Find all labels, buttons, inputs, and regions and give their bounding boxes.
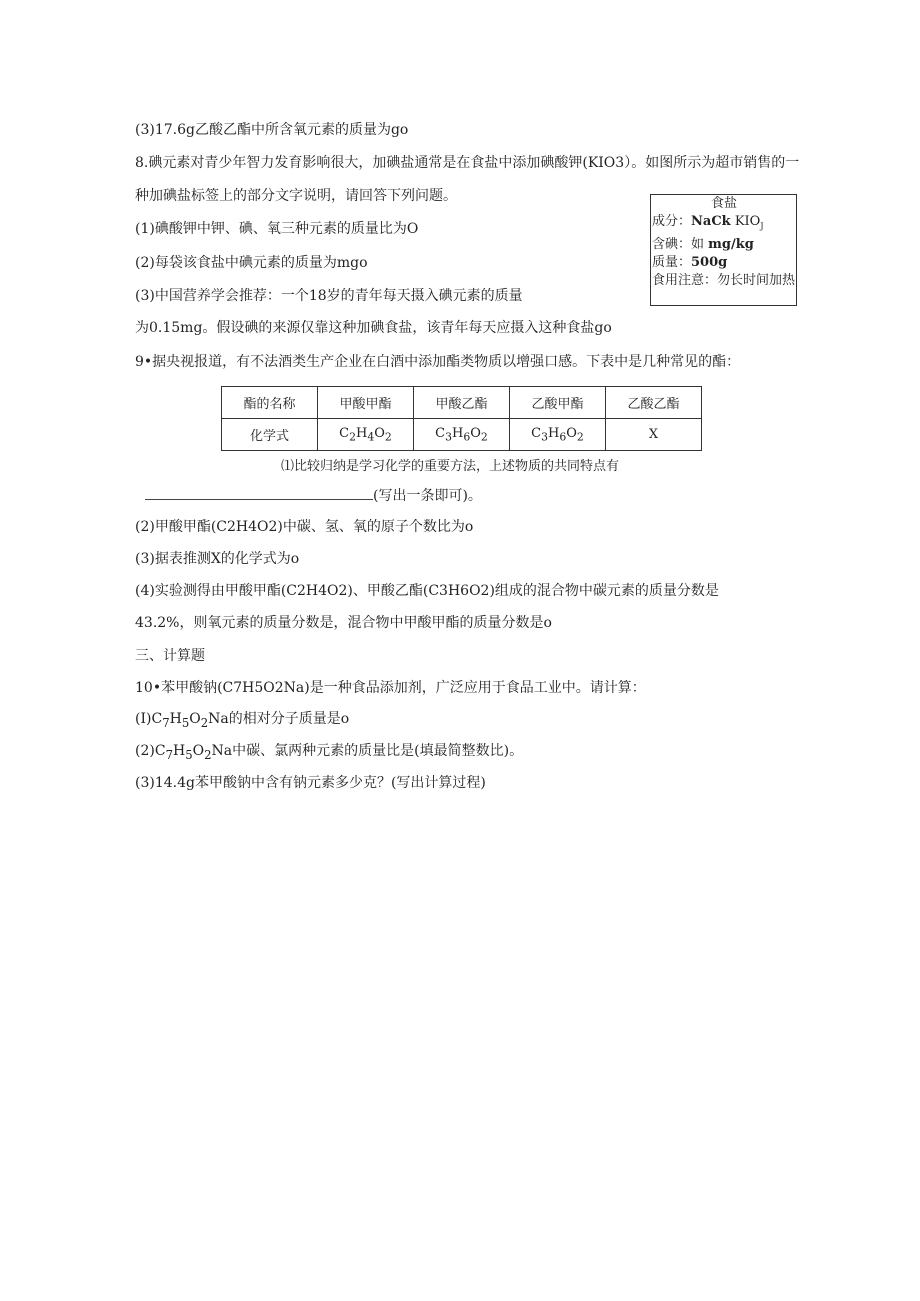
q9-part1-answer-line (135, 486, 482, 505)
ingredients-extra-sub: J (760, 221, 764, 231)
formula-c7h5o2na: $C_7H_5O_2Na$ (154, 743, 233, 762)
q9-part1-caption: ⑴比较归纳是学习化学的重要方法，上述物质的共同特点有 (281, 459, 620, 474)
q8-part3-line2: 为0.15mg。假设碘的来源仅靠这种加碘食盐，该青年每天应摄入这种食盐go (135, 320, 612, 336)
mass-value: 500g (691, 254, 728, 270)
ingredients-extra: KIO (734, 214, 761, 229)
q9-part3: (3)据表推测X的化学式为o (135, 551, 300, 567)
q7-part3: (3)17.6g乙酸乙酯中所含氧元素的质量为go (135, 122, 409, 138)
q8-part1: (1)碘酸钾中钾、碘、氧三种元素的质量比为O (135, 221, 419, 237)
mass-label: 质量： (652, 254, 692, 270)
salt-label-mass (651, 254, 796, 272)
q10-part2: $(2)C_7H_5O_2Na$中碳、氯两种元素的质量比是(填最简整数比)。 (135, 743, 524, 762)
salt-label-title: 食盐 (710, 196, 737, 211)
q9-part1-tail: (写出一条即可)。 (373, 488, 482, 504)
q9-intro: 9•据央视报道，有不法酒类生产企业在白酒中添加酯类物质以增强口感。下表中是几种常见的酯： (135, 354, 741, 370)
section-3-heading: 三、计算题 (135, 648, 205, 664)
ester-header-cell: 甲酸乙酯 (414, 387, 510, 419)
ester-table (221, 386, 702, 451)
ester-table-header-row (222, 387, 702, 419)
q8-intro-line2: 种加碘盐标签上的部分文字说明，请回答下列问题。 (135, 188, 457, 204)
iodine-label: 含碘：如 (652, 236, 705, 252)
q9-part4-line2: 43.2%，则氧元素的质量分数是，混合物中甲酸甲酯的质量分数是o (135, 615, 552, 631)
salt-label (650, 194, 797, 306)
ester-header-cell: 乙酸甲酯 (510, 387, 606, 419)
formula-cell: $C_3H_6O_2$ (414, 419, 510, 451)
q9-part4-line1: (4)实验测得由甲酸甲酯(C2H4O2)、甲酸乙酯(C3H6O2)组成的混合物中碳元素的质量分数是 (135, 583, 719, 599)
ingredients-label: 成分： (652, 214, 692, 229)
ester-header-cell: 乙酸乙酯 (606, 387, 702, 419)
ingredients-value: NaCk (691, 214, 731, 229)
q10-intro: 10•苯甲酸钠(C7H5O2Na)是一种食品添加剂，广泛应用于食品工业中。请计算： (135, 680, 646, 696)
salt-label-notice: 食用注意：勿长时间加热 (652, 272, 796, 288)
q10-part1: $(I)C_7H_5O_2Na$的相对分子质量是o (135, 711, 350, 730)
salt-label-iodine (651, 236, 796, 254)
salt-label-ingredients (651, 213, 796, 236)
ester-table-formula-row (222, 419, 702, 451)
iodine-value: mg/kg (708, 236, 754, 252)
q8-part3-line1: (3)中国营养学会推荐：一个18岁的青年每天摄入碘元素的质量 (135, 288, 523, 304)
q10-part3: (3)14.4g苯甲酸钠中含有钠元素多少克？(写出计算过程) (135, 775, 486, 791)
answer-blank (145, 486, 373, 500)
formula-c7h5o2na: $C_7H_5O_2Na$ (151, 711, 229, 730)
ester-header-cell: 酯的名称 (222, 387, 318, 419)
ester-header-cell: 甲酸甲酯 (318, 387, 414, 419)
formula-row-label: 化学式 (222, 419, 318, 451)
formula-cell: X (606, 419, 702, 451)
q8-intro-line1: 8.碘元素对青少年智力发育影响很大，加碘盐通常是在食盐中添加碘酸钾(KIO3）。如图所示为超市销售的一 (135, 155, 800, 171)
formula-cell: $C_3H_6O_2$ (510, 419, 606, 451)
q8-part2: (2)每袋该食盐中碘元素的质量为mgo (135, 255, 368, 271)
q9-part2: (2)甲酸甲酯(C2H4O2)中碳、氢、氧的原子个数比为o (135, 519, 474, 535)
formula-cell: $C_2H_4O_2$ (318, 419, 414, 451)
